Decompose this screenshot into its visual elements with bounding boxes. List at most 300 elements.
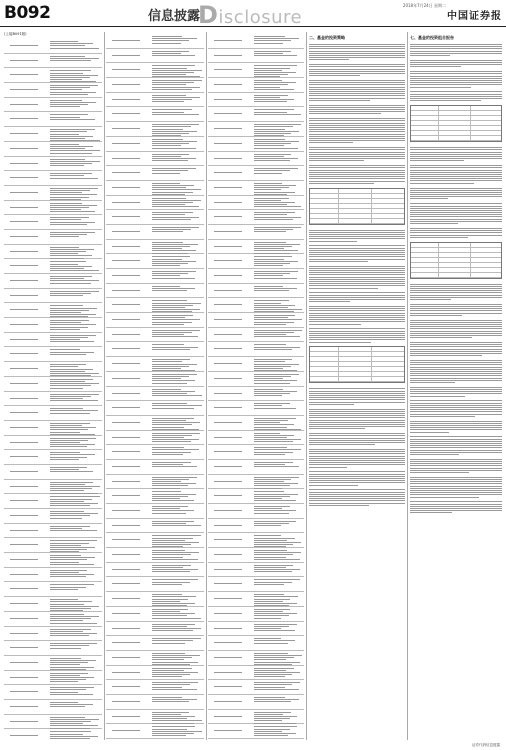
row-text-placeholder: [50, 173, 100, 180]
newspaper-logo: 中国证券报: [447, 11, 502, 22]
table-row: [106, 475, 204, 490]
row-name-placeholder: [10, 643, 38, 649]
row-name-placeholder: [112, 139, 140, 145]
table-row: [106, 533, 204, 548]
paragraph-placeholder: [309, 328, 405, 342]
row-text-placeholder: [152, 462, 202, 469]
table-row: [4, 245, 102, 260]
row-name-placeholder: [10, 467, 38, 473]
masthead: [0, 0, 506, 27]
table-rows: [4, 39, 102, 740]
table-row: [4, 553, 102, 568]
row-name-placeholder: [10, 364, 38, 370]
table-row: [208, 372, 304, 387]
table-row: [208, 680, 304, 695]
row-name-placeholder: [112, 477, 140, 483]
paragraph-placeholder: [410, 188, 502, 200]
row-text-placeholder: [50, 717, 100, 730]
table-row: [4, 186, 102, 201]
row-name-placeholder: [112, 712, 140, 718]
row-text-placeholder: [152, 124, 202, 137]
row-text-placeholder: [152, 315, 202, 326]
table-row: [208, 137, 304, 152]
section-title-en: [198, 1, 302, 29]
row-text-placeholder: [50, 217, 100, 226]
row-name-placeholder: [214, 682, 242, 688]
row-name-placeholder: [214, 242, 242, 248]
table-row: [4, 421, 102, 436]
row-name-placeholder: [10, 526, 38, 532]
row-name-placeholder: [214, 344, 242, 350]
row-name-placeholder: [112, 80, 140, 86]
row-name-placeholder: [214, 653, 242, 659]
paragraph-placeholder: [410, 91, 502, 101]
row-name-placeholder: [214, 638, 242, 644]
row-name-placeholder: [112, 433, 140, 439]
row-name-placeholder: [112, 124, 140, 130]
table-row: [106, 431, 204, 446]
row-text-placeholder: [152, 286, 202, 293]
table-row: [106, 445, 204, 460]
table-row: [106, 196, 204, 211]
row-text-placeholder: [152, 183, 202, 196]
row-name-placeholder: [214, 418, 242, 424]
announcement-text-column-2: [410, 32, 502, 740]
table-row: [208, 489, 304, 504]
row-text-placeholder: [152, 198, 202, 209]
paragraph-placeholder: [309, 306, 405, 324]
paragraph-placeholder: [410, 421, 502, 433]
row-text-placeholder: [50, 511, 100, 520]
paragraph-placeholder: [309, 409, 405, 430]
row-text-placeholder: [50, 247, 100, 260]
row-name-placeholder: [10, 305, 38, 311]
row-text-placeholder: [152, 565, 202, 574]
row-text-placeholder: [254, 535, 302, 548]
row-name-placeholder: [214, 594, 242, 600]
table-row: [106, 651, 204, 666]
table-row: [106, 372, 204, 387]
row-name-placeholder: [10, 673, 38, 679]
column-head: (上接B091版): [4, 32, 27, 36]
row-text-placeholder: [254, 506, 302, 515]
row-text-placeholder: [254, 521, 302, 528]
row-text-placeholder: [50, 658, 100, 671]
row-text-placeholder: [152, 344, 202, 351]
row-name-placeholder: [10, 247, 38, 253]
row-name-placeholder: [10, 100, 38, 106]
table-row: [208, 63, 304, 78]
row-text-placeholder: [254, 271, 302, 280]
row-text-placeholder: [152, 697, 202, 704]
row-name-placeholder: [10, 599, 38, 605]
row-text-placeholder: [254, 418, 302, 431]
row-name-placeholder: [214, 65, 242, 71]
row-name-placeholder: [112, 344, 140, 350]
paragraph-placeholder: [309, 230, 405, 242]
row-text-placeholder: [50, 261, 100, 272]
row-text-placeholder: [152, 477, 202, 490]
table-row: [208, 122, 304, 137]
table-row: [208, 666, 304, 681]
row-name-placeholder: [10, 335, 38, 341]
row-text-placeholder: [50, 408, 100, 415]
row-text-placeholder: [50, 159, 100, 168]
paragraph-placeholder: [410, 60, 502, 67]
table-row: [106, 254, 204, 269]
row-name-placeholder: [10, 114, 38, 120]
row-name-placeholder: [214, 256, 242, 262]
row-name-placeholder: [214, 198, 242, 204]
row-name-placeholder: [112, 653, 140, 659]
row-text-placeholder: [254, 183, 302, 196]
section-initial: D: [198, 1, 219, 29]
table-row: [208, 607, 304, 622]
row-text-placeholder: [152, 491, 202, 502]
table-row: [106, 166, 204, 181]
row-name-placeholder: [10, 540, 38, 546]
table-row: [4, 274, 102, 289]
table-row: [4, 524, 102, 539]
row-name-placeholder: [10, 629, 38, 635]
row-text-placeholder: [254, 80, 302, 91]
row-text-placeholder: [50, 85, 100, 96]
row-name-placeholder: [112, 447, 140, 453]
table-row: [4, 568, 102, 583]
paragraph-placeholder: [410, 360, 502, 383]
table-row: [208, 563, 304, 578]
row-text-placeholder: [152, 624, 202, 633]
table-row: [208, 34, 304, 49]
paragraph-placeholder: [309, 118, 405, 143]
section-heading: 七、基金的投资组合报告: [410, 35, 454, 40]
table-row: [106, 313, 204, 328]
row-text-placeholder: [254, 51, 302, 58]
paragraph-placeholder: [309, 433, 405, 445]
table-row: [4, 392, 102, 407]
row-name-placeholder: [112, 403, 140, 409]
row-name-placeholder: [112, 315, 140, 321]
table-row: [4, 700, 102, 715]
row-name-placeholder: [10, 438, 38, 444]
row-name-placeholder: [214, 712, 242, 718]
row-name-placeholder: [112, 609, 140, 615]
row-name-placeholder: [10, 408, 38, 414]
table-row: [208, 548, 304, 563]
paragraph-placeholder: [410, 436, 502, 454]
row-text-placeholder: [152, 154, 202, 163]
row-text-placeholder: [152, 521, 202, 528]
table-row: [4, 450, 102, 465]
row-text-placeholder: [50, 687, 100, 696]
table-row: [208, 284, 304, 299]
row-name-placeholder: [112, 154, 140, 160]
table-row: [4, 289, 102, 304]
table-row: [208, 225, 304, 240]
paragraph-placeholder: [410, 147, 502, 161]
table-row: [208, 622, 304, 637]
row-name-placeholder: [214, 433, 242, 439]
row-text-placeholder: [152, 609, 202, 620]
column-divider: [206, 32, 207, 740]
table-row: [106, 152, 204, 167]
row-text-placeholder: [254, 403, 302, 410]
row-name-placeholder: [112, 565, 140, 571]
row-text-placeholder: [152, 242, 202, 255]
row-name-placeholder: [112, 550, 140, 556]
row-text-placeholder: [50, 438, 100, 449]
table-row: [106, 107, 204, 122]
row-text-placeholder: [254, 389, 302, 398]
paragraph-placeholder: [410, 44, 502, 56]
table-row: [106, 284, 204, 299]
row-name-placeholder: [112, 594, 140, 600]
table-row: [208, 357, 304, 372]
row-text-placeholder: [152, 359, 202, 372]
row-text-placeholder: [254, 447, 302, 456]
row-name-placeholder: [112, 95, 140, 101]
row-text-placeholder: [152, 227, 202, 234]
row-name-placeholder: [10, 379, 38, 385]
section-title-cn: 信息披露: [148, 9, 201, 24]
paragraph-placeholder: [410, 459, 502, 473]
row-text-placeholder: [152, 36, 202, 45]
row-name-placeholder: [112, 374, 140, 380]
data-table: [309, 188, 405, 225]
row-name-placeholder: [10, 85, 38, 91]
row-name-placeholder: [10, 276, 38, 282]
row-text-placeholder: [152, 682, 202, 691]
row-text-placeholder: [50, 203, 100, 214]
row-name-placeholder: [10, 203, 38, 209]
row-name-placeholder: [112, 65, 140, 71]
table-row: [106, 328, 204, 343]
row-name-placeholder: [214, 535, 242, 541]
table-row: [106, 34, 204, 49]
row-name-placeholder: [112, 389, 140, 395]
table-row: [208, 181, 304, 196]
row-text-placeholder: [254, 154, 302, 163]
row-name-placeholder: [214, 521, 242, 527]
table-row: [208, 724, 304, 739]
row-text-placeholder: [50, 379, 100, 390]
row-text-placeholder: [50, 570, 100, 579]
row-name-placeholder: [10, 291, 38, 297]
table-row: [208, 592, 304, 607]
table-row: [106, 387, 204, 402]
paragraph-placeholder: [309, 292, 405, 302]
table-row: [208, 210, 304, 225]
row-text-placeholder: [152, 212, 202, 221]
row-text-placeholder: [152, 638, 202, 645]
row-text-placeholder: [152, 256, 202, 267]
table-rows: [106, 34, 204, 740]
row-text-placeholder: [254, 697, 302, 704]
table-row: [106, 460, 204, 475]
table-row: [106, 504, 204, 519]
paragraph-placeholder: [309, 105, 405, 115]
row-text-placeholder: [50, 335, 100, 344]
paragraph-placeholder: [410, 342, 502, 356]
row-name-placeholder: [214, 506, 242, 512]
row-text-placeholder: [50, 394, 100, 403]
row-name-placeholder: [112, 227, 140, 233]
table-row: [4, 83, 102, 98]
row-name-placeholder: [214, 624, 242, 630]
row-name-placeholder: [214, 139, 242, 145]
row-name-placeholder: [10, 41, 38, 47]
table-row: [4, 54, 102, 69]
paragraph-placeholder: [410, 304, 502, 316]
section-rest: isclosure: [218, 7, 303, 28]
paragraph-placeholder: [309, 245, 405, 261]
row-text-placeholder: [152, 109, 202, 116]
footer-note: 证券代码信息披露: [472, 743, 500, 747]
row-name-placeholder: [10, 717, 38, 723]
paragraph-placeholder: [410, 387, 502, 397]
table-row: [208, 504, 304, 519]
data-table: [410, 242, 502, 279]
row-text-placeholder: [254, 227, 302, 234]
paragraph-placeholder: [410, 477, 502, 498]
row-name-placeholder: [10, 731, 38, 737]
row-text-placeholder: [254, 198, 302, 209]
row-name-placeholder: [214, 565, 242, 571]
row-text-placeholder: [152, 433, 202, 444]
row-text-placeholder: [152, 403, 202, 410]
row-name-placeholder: [112, 109, 140, 115]
table-row: [208, 431, 304, 446]
row-text-placeholder: [254, 638, 302, 645]
table-row: [4, 627, 102, 642]
row-name-placeholder: [214, 183, 242, 189]
row-name-placeholder: [214, 609, 242, 615]
row-text-placeholder: [254, 124, 302, 137]
table-row: [4, 729, 102, 740]
row-text-placeholder: [254, 36, 302, 45]
table-row: [106, 49, 204, 64]
row-text-placeholder: [50, 188, 100, 201]
row-text-placeholder: [254, 726, 302, 737]
row-name-placeholder: [214, 579, 242, 585]
paragraphs: [410, 44, 502, 513]
paragraph-placeholder: [410, 501, 502, 513]
row-text-placeholder: [254, 462, 302, 469]
paragraph-placeholder: [410, 165, 502, 183]
row-name-placeholder: [10, 70, 38, 76]
table-row: [208, 240, 304, 255]
row-text-placeholder: [50, 702, 100, 709]
dateline: 2018年7月24日 星期二: [402, 3, 446, 8]
row-text-placeholder: [152, 418, 202, 431]
row-text-placeholder: [152, 139, 202, 150]
row-text-placeholder: [152, 95, 202, 104]
row-text-placeholder: [50, 349, 100, 356]
table-row: [106, 416, 204, 431]
row-name-placeholder: [112, 242, 140, 248]
row-text-placeholder: [254, 286, 302, 293]
row-text-placeholder: [254, 579, 302, 586]
row-text-placeholder: [50, 129, 100, 142]
table-row: [4, 303, 102, 318]
row-name-placeholder: [214, 168, 242, 174]
row-text-placeholder: [254, 550, 302, 561]
table-row: [208, 107, 304, 122]
row-name-placeholder: [214, 374, 242, 380]
paragraph-placeholder: [309, 449, 405, 467]
table-row: [106, 622, 204, 637]
row-name-placeholder: [10, 188, 38, 194]
table-row: [106, 63, 204, 78]
row-text-placeholder: [50, 673, 100, 684]
row-name-placeholder: [112, 51, 140, 57]
row-name-placeholder: [10, 452, 38, 458]
row-text-placeholder: [152, 506, 202, 515]
table-row: [4, 142, 102, 157]
column-divider: [407, 32, 408, 740]
row-name-placeholder: [112, 198, 140, 204]
row-name-placeholder: [112, 579, 140, 585]
row-text-placeholder: [254, 477, 302, 490]
row-name-placeholder: [112, 300, 140, 306]
row-name-placeholder: [112, 330, 140, 336]
table-row: [4, 509, 102, 524]
fund-table-column-3: [208, 32, 304, 740]
row-name-placeholder: [112, 521, 140, 527]
table-row: [106, 93, 204, 108]
table-row: [208, 152, 304, 167]
row-name-placeholder: [10, 159, 38, 165]
table-row: [106, 137, 204, 152]
table-row: [208, 93, 304, 108]
table-row: [4, 671, 102, 686]
row-text-placeholder: [152, 594, 202, 607]
paragraph-placeholder: [309, 80, 405, 101]
row-text-placeholder: [50, 305, 100, 318]
row-text-placeholder: [50, 452, 100, 461]
paragraph-placeholder: [309, 388, 405, 404]
row-text-placeholder: [152, 535, 202, 548]
table-row: [4, 582, 102, 597]
row-text-placeholder: [254, 212, 302, 221]
row-text-placeholder: [50, 540, 100, 553]
table-row: [106, 401, 204, 416]
row-name-placeholder: [214, 109, 242, 115]
row-text-placeholder: [152, 330, 202, 339]
row-name-placeholder: [10, 614, 38, 620]
paragraph-placeholder: [410, 71, 502, 87]
row-name-placeholder: [214, 697, 242, 703]
table-row: [4, 127, 102, 142]
row-name-placeholder: [112, 462, 140, 468]
table-row: [106, 666, 204, 681]
row-text-placeholder: [50, 423, 100, 436]
table-row: [106, 78, 204, 93]
row-text-placeholder: [254, 682, 302, 691]
row-name-placeholder: [112, 668, 140, 674]
table-row: [208, 533, 304, 548]
table-row: [106, 489, 204, 504]
row-name-placeholder: [112, 168, 140, 174]
paragraph-placeholder: [309, 471, 405, 485]
row-name-placeholder: [112, 535, 140, 541]
row-name-placeholder: [214, 95, 242, 101]
row-name-placeholder: [214, 477, 242, 483]
row-name-placeholder: [10, 56, 38, 62]
row-text-placeholder: [254, 433, 302, 444]
row-name-placeholder: [112, 183, 140, 189]
table-row: [106, 122, 204, 137]
